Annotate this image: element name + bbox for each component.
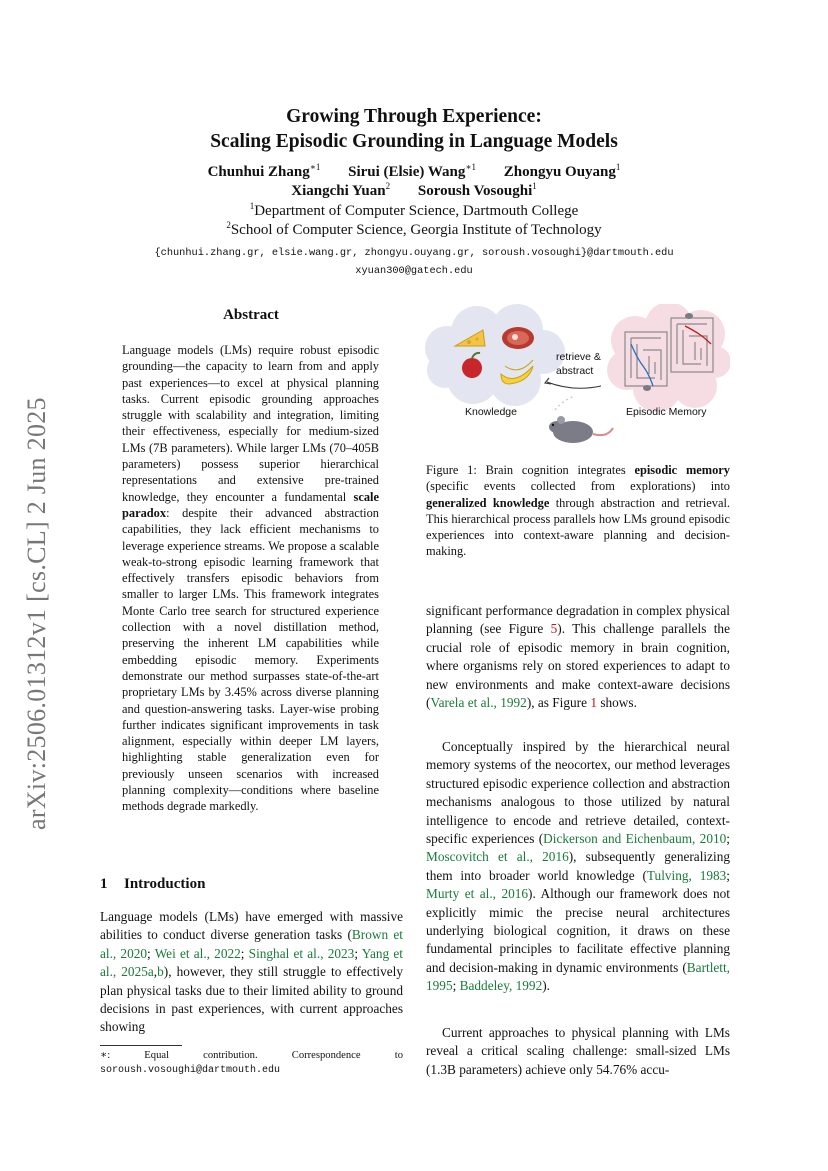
figure-1-caption: Figure 1: Brain cognition integrates episodic memory (specific events collected from explorations) into generalized knowledge through abstraction and retrieval. This hierarchical process parallels how LMs ground episodic experiences into context-aware planning and decision-making.	[426, 463, 730, 559]
author-emails	[100, 244, 728, 280]
citation-link[interactable]: Singhal et al., 2023	[248, 945, 355, 961]
author-marker: 1	[532, 181, 537, 191]
body-paragraph: Conceptually inspired by the hierarchical neural memory systems of the neocortex, our method leverages structured episodic experience collection and abstraction mechanisms analogous to those utilized by natural intelligence to encode and retrieve detailed, context-specific experiences (Dickerson and Eichenbaum, 2010; Moscovitch et al., 2016), subsequently generalizing them into broader world knowledge (Tulving, 1983; Murty et al., 2016). Although our framework does not explicitly mimic the precise neural architectures underlying biological cognition, it draws on these fundamental principles to facilitate effective planning and decision-making in dynamic environments (Bartlett, 1995; Baddeley, 1992).	[426, 739, 730, 994]
author-name: Xiangchi Yuan	[291, 183, 386, 199]
caption-bold-term: episodic memory	[634, 463, 730, 477]
figure-1-illustration	[425, 304, 730, 452]
affiliation-line	[100, 221, 728, 240]
affiliation-line	[100, 202, 728, 221]
footnote-divider	[100, 1045, 182, 1046]
section-number: 1	[100, 876, 108, 892]
figure-reference-link[interactable]: 5	[550, 621, 558, 637]
citation-link[interactable]: Tulving, 1983	[646, 867, 727, 883]
author-list	[100, 163, 728, 201]
citation-link[interactable]: Moscovitch et al., 2016	[426, 849, 569, 865]
citation-link[interactable]: Murty et al., 2016	[426, 886, 529, 902]
citation-link[interactable]: Varela et al., 1992	[430, 695, 527, 711]
correspondence-email[interactable]: soroush.vosoughi@dartmouth.edu	[100, 1065, 281, 1076]
author-marker: ∗1	[309, 162, 321, 172]
affiliation-text: Department of Computer Science, Dartmouth College	[254, 203, 579, 219]
figure-label-knowledge: Knowledge	[465, 406, 517, 418]
paper-title	[100, 104, 728, 154]
arxiv-identifier-stamp: arXiv:2506.01312v1 [cs.CL] 2 Jun 2025	[22, 397, 51, 830]
figure-label-episodic-memory: Episodic Memory	[626, 406, 707, 418]
title-line-1: Growing Through Experience:	[286, 106, 542, 127]
figure-reference-link[interactable]: 1	[590, 695, 597, 711]
affiliation-marker: 2	[226, 220, 231, 230]
section-title: Introduction	[124, 876, 206, 892]
affiliation-marker: 1	[249, 201, 255, 211]
author-name: Soroush Vosoughi	[417, 183, 533, 199]
introduction-paragraph: Language models (LMs) have emerged with massive abilities to conduct diverse generation tasks (Brown et al., 2020; Wei et al., 2022; Singhal et al., 2023; Yang et al., 2025a,b), however, they still struggle to effectively plan physical tasks due to their limited ability to ground decisions in past experiences, with current approaches showing	[100, 909, 404, 1035]
scale-paradox-term: scale paradox	[122, 489, 379, 520]
section-heading-introduction	[100, 876, 402, 893]
small-mouse-icon	[643, 385, 651, 391]
author-marker: 2	[385, 181, 391, 191]
affiliation-text: School of Computer Science, Georgia Institute of Technology	[230, 222, 602, 238]
author-name: Chunhui Zhang	[207, 164, 310, 180]
author-marker: 1	[615, 162, 621, 172]
thought-trail	[555, 396, 575, 410]
title-line-2: Scaling Episodic Grounding in Language Models	[210, 131, 618, 152]
citation-link[interactable]: Yang et al., 2025a	[100, 945, 403, 980]
citation-link[interactable]: Wei et al., 2022	[154, 945, 241, 961]
knowledge-cloud	[425, 304, 565, 406]
body-paragraph: significant performance degradation in complex physical planning (see Figure 5). This challenge parallels the crucial role of episodic memory in brain cognition, where organisms rely on stored experiences to adapt to new environments and make context-aware decisions (Varela et al., 1992), as Figure 1 shows.	[426, 603, 730, 711]
citation-link[interactable]: Bartlett, 1995	[426, 959, 730, 994]
figure-label-abstract: abstract	[556, 365, 594, 377]
affiliations	[100, 202, 728, 240]
figure-label-retrieve: retrieve &	[556, 351, 601, 363]
small-mouse-icon	[685, 313, 693, 319]
citation-link[interactable]: b	[157, 964, 164, 980]
abstract-heading: Abstract	[223, 307, 279, 323]
arrow-icon	[547, 382, 601, 388]
steak-icon	[502, 327, 534, 349]
footnote: ∗: Equal contribution. Correspondence to soroush.vosoughi@dartmouth.edu	[100, 1050, 403, 1076]
email-line: {chunhui.zhang.gr, elsie.wang.gr, zhongyu.ouyang.gr, soroush.vosoughi}@dartmouth.edu	[154, 247, 674, 259]
caption-bold-term: generalized knowledge	[426, 495, 550, 510]
citation-link[interactable]: Baddeley, 1992	[459, 978, 543, 994]
citation-link[interactable]: Brown et al., 2020	[100, 927, 404, 961]
abstract-text: Language models (LMs) require robust episodic grounding—the capacity to learn from and apply past experiences—to excel at physical planning tasks. Current episodic grounding approaches struggle with scalability and integration, limiting their effectiveness, especially for medium-sized LMs (7B parameters). While larger LMs (70–405B parameters) possess superior hierarchical representations and extensive pre-trained knowledge, they encounter a fundamental scale paradox: despite their advanced abstraction capabilities, they lack efficient mechanisms to leverage experience streams. We propose a scalable weak-to-strong episodic learning framework that effectively transfers episodic behaviors from smaller to larger LMs. This framework integrates Monte Carlo tree search for structured experience collection with a novel distillation method, preserving the inherent LM capabilities while embedding episodic memory. Experiments demonstrate our method surpasses state-of-the-art proprietary LMs by 3.45% across diverse planning and question-answering tasks. Layer-wise probing further indicates significant improvements in task alignment, especially within deeper LM layers, highlighting stable generalization even for previously unseen scenarios with increased planning complexity—conditions where baseline methods degrade markedly.	[122, 343, 379, 814]
citation-link[interactable]: Dickerson and Eichenbaum, 2010	[543, 831, 727, 847]
author-marker: ∗1	[465, 162, 476, 172]
rat-icon	[549, 416, 613, 443]
author-name: Sirui (Elsie) Wang	[348, 164, 466, 180]
email-line: xyuan300@gatech.edu	[355, 265, 473, 277]
body-paragraph: Current approaches to physical planning with LMs reveal a critical scaling challenge: small-sized LMs (1.3B parameters) achieve only 54.76% accu-	[426, 1025, 730, 1077]
author-name: Zhongyu Ouyang	[503, 164, 616, 180]
